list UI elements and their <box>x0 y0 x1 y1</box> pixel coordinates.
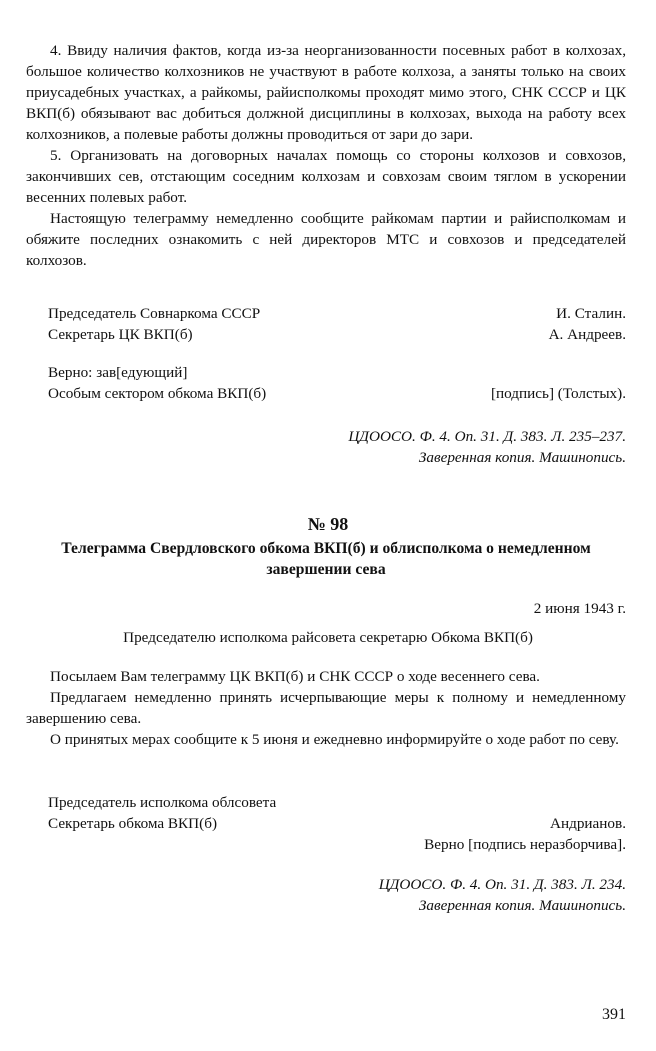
paragraph-point-5: 5. Организовать на договорных началах помощь со стороны колхозов и совхозов, закончивших сев, отстающим соседним колхозам и совхозам своим тяглом в ускорении весенних полевых работ. <box>26 147 626 206</box>
chair-title: Председатель Совнаркома СССР <box>48 305 261 322</box>
document-addressee: Председателю исполкома райсовета секретарю Обкома ВКП(б) <box>123 629 533 646</box>
signature-name-2: Андрианов. <box>550 815 626 832</box>
document-title-line-2: завершении сева <box>266 561 386 578</box>
signature-row-chair <box>48 303 626 324</box>
archive-note-2: Заверенная копия. Машинопись. <box>418 897 626 914</box>
doc98-paragraph-2: Предлагаем немедленно принять исчерпывающие меры к полному и немедленному завершению сева. <box>26 689 626 727</box>
page-number: 391 <box>602 1006 626 1023</box>
doc98-paragraph-3: О принятых мерах сообщите к 5 июня и ежедневно информируйте о ходе работ по севу. <box>50 731 619 748</box>
archive-note-1: Заверенная копия. Машинопись. <box>418 449 626 466</box>
verification-line-1: Верно: зав[едующий] <box>48 364 188 381</box>
signature-row-2 <box>48 813 626 834</box>
signature-secretary-title-2: Секретарь обкома ВКП(б) <box>48 815 217 832</box>
secretary-title: Секретарь ЦК ВКП(б) <box>48 326 193 343</box>
paragraph-instruction: Настоящую телеграмму немедленно сообщите райкомам партии и райисполкомам и обяжите последних ознакомить с ней директоров МТС и совхозов и председателей колхозов. <box>26 210 626 269</box>
verification-row <box>48 383 626 404</box>
paragraph-point-4: 4. Ввиду наличия фактов, когда из-за неорганизованности посевных работ в колхозах, большое количество колхозников не участвуют в работе колхоза, а заняты только на своих приусадебных участках, а райкомы, райисполкомы проходят мимо этого, СНК СССР и ЦК ВКП(б) обязывают вас добиться должной дисциплины в колхозах, выхода на работу всех колхозников, а полевые работы должны проводиться от зари до зари. <box>26 42 626 143</box>
verification-line-2: Особым сектором обкома ВКП(б) <box>48 385 267 402</box>
secretary-name: А. Андреев. <box>548 326 626 343</box>
document-title-line-1: Телеграмма Свердловского обкома ВКП(б) и облисполкома о немедленном <box>61 540 591 557</box>
chair-name: И. Сталин. <box>556 305 626 322</box>
doc98-paragraph-1: Посылаем Вам телеграмму ЦК ВКП(б) и СНК СССР о ходе весеннего сева. <box>50 668 540 685</box>
signature-row-secretary <box>48 324 626 345</box>
verification-2: Верно [подпись неразборчива]. <box>424 836 626 853</box>
document-date: 2 июня 1943 г. <box>533 600 626 617</box>
archive-reference-2: ЦДООСО. Ф. 4. Оп. 31. Д. 383. Л. 234. <box>378 876 626 893</box>
document-number: № 98 <box>307 514 349 534</box>
signature-chair-title-2: Председатель исполкома облсовета <box>48 794 277 811</box>
verification-signature: [подпись] (Толстых). <box>490 385 626 402</box>
archive-reference-1: ЦДООСО. Ф. 4. Оп. 31. Д. 383. Л. 235–237. <box>348 428 626 445</box>
